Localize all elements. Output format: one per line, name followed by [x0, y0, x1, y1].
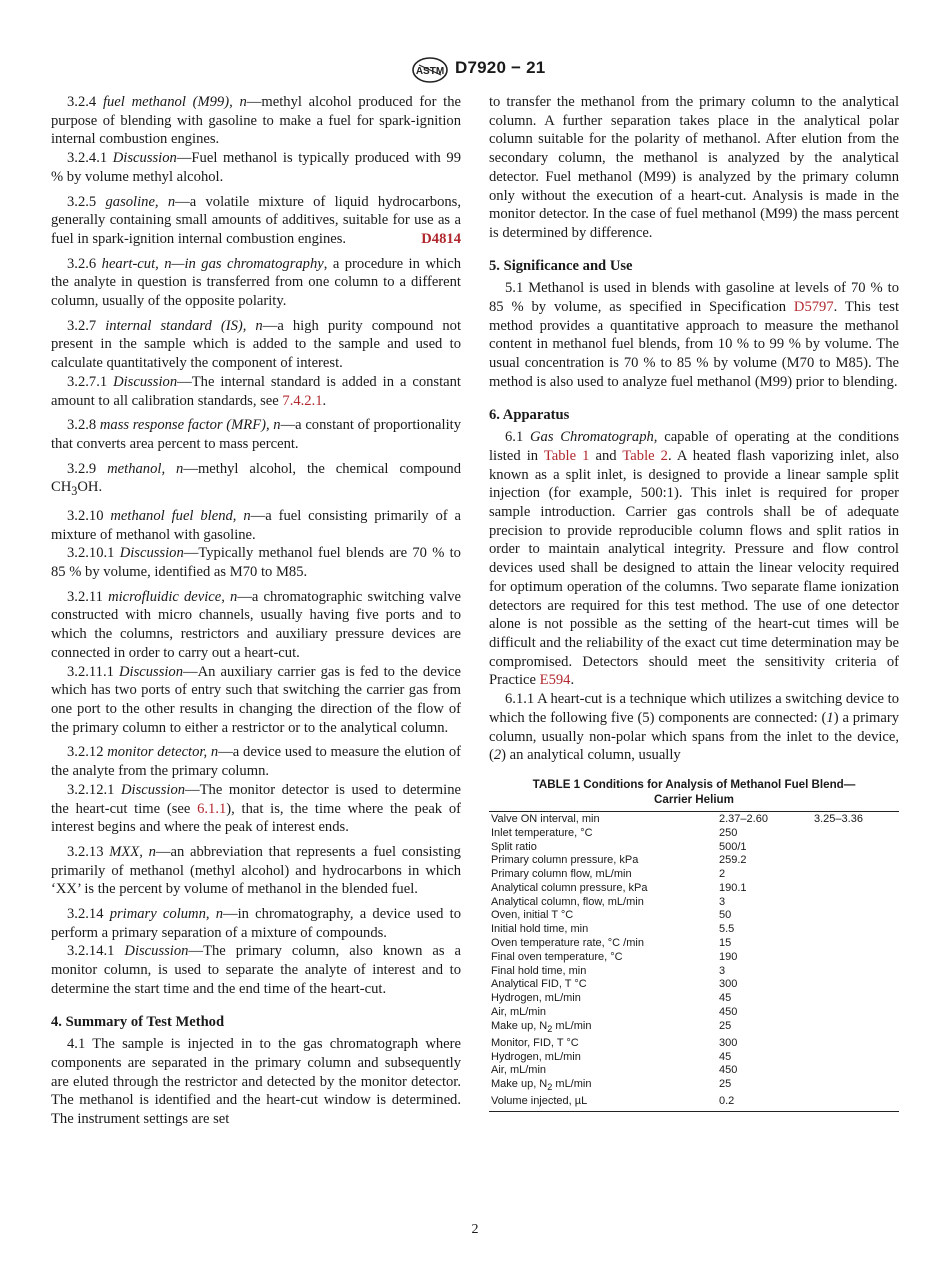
section-6-heading: 6. Apparatus: [489, 406, 570, 423]
table-cell-value-1: 450: [719, 1006, 738, 1019]
table-row: [489, 882, 899, 896]
table-row: [489, 1078, 899, 1095]
table-cell-parameter: Oven, initial T °C: [491, 909, 574, 922]
paragraph-3-2-4: 3.2.4 fuel methanol (M99), n—methyl alcohol produced for the purpose of blending with gasoline to make a fuel for spark-ignition internal combustion engines.: [51, 94, 461, 148]
table-row: [489, 1095, 899, 1111]
table-cell-value-2: [812, 1064, 899, 1078]
paragraph-3-2-12-1: 3.2.12.1 Discussion—The monitor detector is used to determine the heart-cut time (see 6.1.1), that is, the time where the peak of interest begins and where the peak of interest ends.: [51, 781, 461, 836]
table-cell-value-1: 500/1: [719, 840, 747, 853]
paragraph-3-2-12: 3.2.12 monitor detector, n—a device used to measure the elution of the analyte from the primary column.: [51, 744, 461, 780]
table-row: [489, 951, 899, 965]
table-row: [489, 868, 899, 882]
table-cell-value-1: 45: [719, 1050, 732, 1063]
table-cell-value-1: 25: [719, 1019, 732, 1032]
paragraph-3-2-7: 3.2.7 internal standard (IS), n—a high purity compound not present in the sample which is added to the sample and used to calculate quantitatively the component of interest.: [51, 317, 462, 372]
paragraph-3-2-13: 3.2.13 MXX, n—an abbreviation that represents a fuel consisting primarily of methanol (methyl alcohol) and hydrocarbons in which ‘XX’ is the percent by volume of methanol in the blended fuel.: [51, 843, 461, 898]
table-cell-parameter: Hydrogen, mL/min: [491, 992, 581, 1005]
table-row: [489, 1051, 899, 1065]
table-row: [489, 978, 899, 992]
table-cell-parameter: Hydrogen, mL/min: [491, 1050, 581, 1063]
table-cell-parameter: Analytical column pressure, kPa: [491, 881, 648, 894]
table-cell-parameter: Split ratio: [491, 840, 537, 853]
table-cell-value-1: 3: [719, 964, 726, 977]
table-1-grid: [489, 811, 899, 1112]
paragraph-3-2-6: 3.2.6 heart-cut, n—in gas chromatography, a procedure in which the analyte in question is transferred from one column to a different column, usually of the opposite polarity.: [51, 255, 461, 310]
reference-link-table-1[interactable]: Table 1: [543, 447, 590, 464]
paragraph-3-2-7-1: 3.2.7.1 Discussion—The internal standard is added in a constant amount to all calibration standards, see 7.4.2.1.: [51, 373, 461, 409]
table-row: [489, 854, 899, 868]
table-cell-value-2: [812, 909, 899, 923]
right-column: [489, 93, 899, 1112]
paragraph-6-1: 6.1 Gas Chromatograph, capable of operating at the conditions listed in Table 1 and Table 2. A heated flash vaporizing inlet, also known as a split inlet, is designed to provide a linear sample split injection (for example, 500:1). This inlet is required for proper sample introduction. Carrier gas controls shall be of adequate precision to provide reproducible column flows and split ratios in order to maintain analytical integrity. Pressure and flow control devices used shall be designed to attain the linear velocity required for optimum operation of the columns. Two separate flame ionization detectors are required for this test method. The use of one detector alone is not possible as the setting of the heart-cut times will be difficult and the reliability of the exact cut time determination may be compromised. Detectors should meet the sensitivity criteria of Practice E594.: [489, 429, 899, 689]
table-cell-value-2: 3.25–3.36: [812, 811, 899, 826]
table-cell-value-2: [812, 937, 899, 951]
paragraph-3-2-14-1: 3.2.14.1 Discussion—The primary column, also known as a monitor column, is used to separate the analyte of interest and to determine the start time and the end time of the heart-cut.: [51, 943, 461, 997]
paragraph-3-2-11-1: 3.2.11.1 Discussion—An auxiliary carrier gas is fed to the device which has two ports of entry such that switching the carrier gas from one port to the other results in changing the direction of the flow of the primary column to either a restrictor or to the analytical column.: [51, 663, 461, 736]
paragraph-3-2-5: 3.2.5 gasoline, n—a volatile mixture of liquid hydrocarbons, generally containing small amounts of additives, suitable for use as a fuel in spark-ignition internal combustion engines. D4814: [51, 193, 461, 247]
table-row: [489, 965, 899, 979]
paragraph-5-1: 5.1 Methanol is used in blends with gasoline at levels of 70 % to 85 % by volume, as specified in Specification D5797. This test method provides a quantitative approach to measure the methanol content in methanol fuel blends, from 10 % to 99 % by volume. The usual concentration is 70 % to 85 % by volume (M70 to M85). The method is also used to analyze fuel methanol (M99) prior to blending.: [489, 280, 899, 390]
table-cell-parameter: Oven temperature rate, °C /min: [491, 937, 644, 950]
section-5-heading: 5. Significance and Use: [489, 257, 633, 274]
table-cell-value-2: [812, 868, 899, 882]
paragraph-3-2-10-1: 3.2.10.1 Discussion—Typically methanol fuel blends are 70 % to 85 % by volume, identified as M70 to M85.: [51, 545, 461, 581]
table-cell-value-1: 25: [719, 1078, 732, 1091]
table-cell-value-1: 300: [719, 978, 738, 991]
table-row: [489, 937, 899, 951]
table-row: [489, 827, 899, 841]
table-cell-value-2: [812, 896, 899, 910]
paragraph-3-2-8: 3.2.8 mass response factor (MRF), n—a constant of proportionality that converts area percent to mass percent.: [51, 417, 461, 452]
reference-link-d4814[interactable]: D4814: [421, 230, 461, 247]
table-cell-value-2: [812, 1078, 899, 1095]
table-cell-value-2: [812, 1006, 899, 1020]
table-cell-value-2: [812, 1020, 899, 1037]
svg-text:ASTM: ASTM: [415, 66, 445, 77]
table-cell-value-1: 5.5: [719, 923, 735, 936]
table-row: [489, 909, 899, 923]
table-cell-parameter: Make up, $N_2$ mL/min: [491, 1019, 592, 1035]
table-cell-value-1: 50: [719, 909, 732, 922]
table-cell-value-2: [812, 882, 899, 896]
reference-link-d5797[interactable]: D5797: [793, 299, 834, 316]
table-cell-value-1: 15: [719, 937, 732, 950]
table-cell-parameter: Analytical FID, T °C: [491, 978, 587, 991]
paragraph-4-1-continued: to transfer the methanol from the primary column to the analytical column. A further separation takes place in the analytical polar column suitable for the polarity of methanol. After elution from the secondary column, the methanol is analyzed by the analytical detector. Fuel methanol (M99) is analyzed by the primary column only without the execution of a heart-cut. Analysis is made in the monitor detector. In the case of fuel methanol (M99) the mass percent is determined by difference.: [489, 94, 899, 241]
table-cell-value-2: [812, 1051, 899, 1065]
astm-logo-icon: [410, 56, 450, 84]
paragraph-6-1-1: 6.1.1 A heart-cut is a technique which utilizes a switching device to which the following five (5) components are connected: (1) a primary column, usually non-polar which spans from the inlet to the device, (2) an analytical column, usually: [489, 691, 899, 764]
table-cell-parameter: Monitor, FID, T °C: [491, 1036, 579, 1049]
table-cell-parameter: Final oven temperature, °C: [491, 950, 623, 963]
table-cell-value-1: 250: [719, 826, 738, 839]
paragraph-3-2-10: 3.2.10 methanol fuel blend, n—a fuel consisting primarily of a mixture of methanol with gasoline.: [51, 507, 461, 543]
table-row: [489, 1037, 899, 1051]
paragraph-4-1: 4.1 The sample is injected in to the gas chromatograph where components are separated in the primary column and subsequently are eluted through the restrictor and detected by the monitor detector. The methanol is identified and the heart-cut window is determined. The instrument settings are set: [51, 1036, 461, 1128]
table-cell-value-1: 0.2: [717, 1095, 812, 1111]
table-cell-value-1: 3: [719, 895, 726, 908]
table-cell-value-2: [812, 978, 899, 992]
table-cell-parameter: Initial hold time, min: [491, 923, 589, 936]
table-cell-value-2: [812, 841, 899, 855]
table-cell-value-1: 2: [719, 868, 726, 881]
paragraph-3-2-11: 3.2.11 microfluidic device, n—a chromatographic switching valve constructed with micro channels, usually having five ports and to which the columns, restrictors and auxiliary pressure devices are connected in order to carry out a heart-cut.: [51, 588, 461, 661]
table-cell-value-2: [812, 854, 899, 868]
section-4-heading: 4. Summary of Test Method: [51, 1013, 225, 1030]
table-1: [489, 777, 899, 1112]
table-cell-value-1: 190: [719, 950, 738, 963]
table-row: [489, 1006, 899, 1020]
table-row: [489, 811, 899, 826]
table-cell-value-2: [812, 827, 899, 841]
page-number: 2: [471, 1222, 479, 1237]
reference-link-7-4-2-1[interactable]: 7.4.2.1: [282, 392, 323, 409]
table-1-title: TABLE 1 Conditions for Analysis of Methanol Fuel Blend— Carrier Helium: [532, 777, 856, 806]
page-header: [0, 56, 950, 86]
table-cell-parameter: Make up, $N_2$ mL/min: [491, 1078, 592, 1093]
table-cell-parameter: Air, mL/min: [491, 1006, 547, 1019]
table-cell-parameter: Air, mL/min: [491, 1064, 547, 1077]
table-cell-value-2: [812, 965, 899, 979]
table-cell-parameter: Analytical column, flow, mL/min: [491, 895, 644, 908]
table-cell-value-2: [812, 951, 899, 965]
paragraph-3-2-4-1: 3.2.4.1 Discussion—Fuel methanol is typically produced with 99 % by volume methyl alcohol.: [51, 150, 461, 185]
table-cell-parameter: Valve ON interval, min: [489, 811, 717, 826]
paragraph-3-2-9: 3.2.9 methanol, n—methyl alcohol, the chemical compound $CH_3OH$.: [51, 460, 461, 499]
table-cell-value-1: 45: [719, 992, 732, 1005]
reference-link-6-1-1[interactable]: 6.1.1: [197, 800, 227, 817]
table-row: [489, 1020, 899, 1037]
table-row: [489, 1064, 899, 1078]
table-cell-value-1: 190.1: [719, 881, 747, 894]
table-cell-parameter: Inlet temperature, °C: [491, 826, 593, 839]
table-cell-parameter: Final hold time, min: [491, 964, 587, 977]
table-cell-value-1: 450: [719, 1064, 738, 1077]
document-designation: D7920 − 21: [455, 58, 546, 77]
table-cell-parameter: Primary column flow, mL/min: [491, 868, 632, 881]
table-cell-value-2: [812, 923, 899, 937]
table-cell-value-2: [812, 1095, 899, 1111]
reference-link-table-2[interactable]: Table 2: [622, 447, 668, 464]
table-cell-value-1: 2.37–2.60: [717, 811, 812, 826]
table-row: [489, 841, 899, 855]
table-row: [489, 923, 899, 937]
table-cell-value-2: [812, 992, 899, 1006]
table-cell-value-1: 259.2: [719, 854, 747, 867]
paragraph-3-2-14: 3.2.14 primary column, n—in chromatography, a device used to perform a primary separation of a mixture of compounds.: [51, 906, 461, 941]
table-row: [489, 992, 899, 1006]
table-row: [489, 896, 899, 910]
table-cell-parameter: Volume injected, µL: [489, 1095, 717, 1111]
table-cell-value-1: 300: [719, 1036, 738, 1049]
table-cell-value-2: [812, 1037, 899, 1051]
reference-link-e594[interactable]: E594: [539, 672, 571, 689]
left-column: [51, 93, 461, 1129]
table-cell-parameter: Primary column pressure, kPa: [491, 854, 639, 867]
